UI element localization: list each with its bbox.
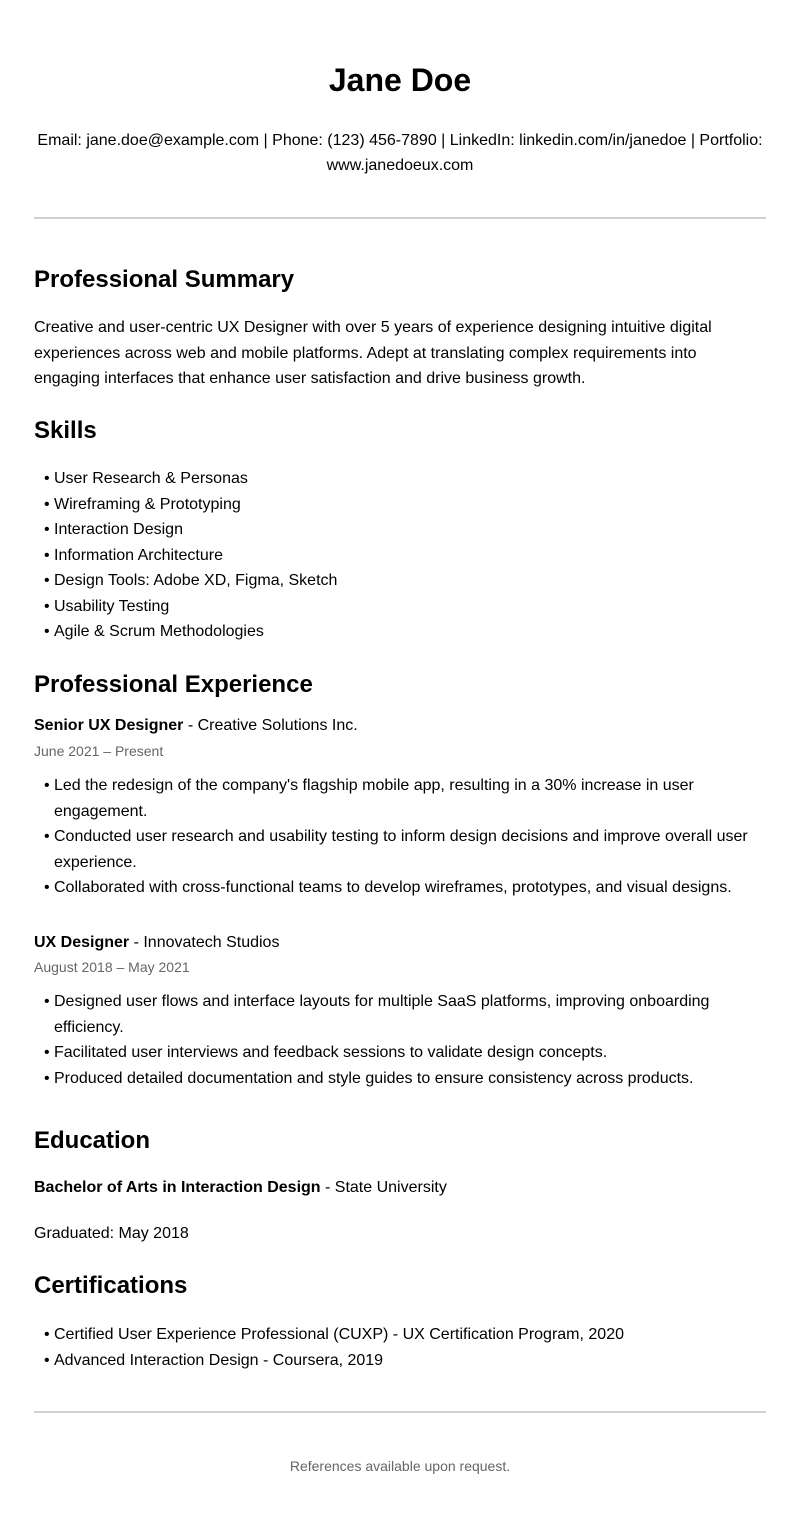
candidate-name: Jane Doe — [328, 62, 472, 98]
job-role: UX Designer — [34, 934, 130, 951]
job-bullet: • Led the redesign of the company's flagship mobile app, resulting in a 30% increase in user engagement. — [34, 773, 766, 824]
graduation-date: Graduated: May 2018 — [34, 1225, 189, 1242]
job-bullets — [34, 773, 766, 901]
job-company: - Creative Solutions Inc. — [183, 717, 358, 734]
skill-item: • Design Tools: Adobe XD, Figma, Sketch — [34, 568, 766, 594]
job-bullet: • Produced detailed documentation and style guides to ensure consistency across products. — [34, 1066, 766, 1092]
certifications-list — [34, 1322, 766, 1373]
contact-info — [34, 128, 766, 178]
job-bullet: • Conducted user research and usability testing to inform design decisions and improve overall user experience. — [34, 824, 766, 875]
footer-divider — [34, 1411, 766, 1413]
summary-text: Creative and user-centric UX Designer with over 5 years of experience designing intuitive digital experiences across web and mobile platforms. Adept at translating complex requirements into engaging interfaces that enhance user satisfaction and drive business growth. — [34, 319, 712, 387]
skill-item: • Usability Testing — [34, 594, 766, 620]
job-dates: August 2018 – May 2021 — [34, 959, 190, 975]
job-bullets — [34, 989, 766, 1091]
experience-heading: Professional Experience — [34, 671, 313, 698]
job-bullet: • Collaborated with cross-functional teams to develop wireframes, prototypes, and visual designs. — [34, 875, 766, 901]
certifications-heading: Certifications — [34, 1272, 188, 1299]
education-heading: Education — [34, 1127, 151, 1154]
skill-item: • User Research & Personas — [34, 466, 766, 492]
degree-name: Bachelor of Arts in Interaction Design — [34, 1179, 321, 1196]
skill-item: • Agile & Scrum Methodologies — [34, 619, 766, 645]
school-name: - State University — [320, 1179, 447, 1196]
skills-list — [34, 466, 766, 645]
job-title-line — [34, 715, 358, 737]
job-bullet: • Facilitated user interviews and feedback sessions to validate design concepts. — [34, 1040, 766, 1066]
degree-line — [34, 1177, 447, 1199]
job-role: Senior UX Designer — [34, 717, 184, 734]
skill-item: • Wireframing & Prototyping — [34, 492, 766, 518]
header-divider — [34, 217, 766, 219]
summary-heading: Professional Summary — [34, 266, 295, 293]
certification-item: • Certified User Experience Professional (CUXP) - UX Certification Program, 2020 — [34, 1322, 766, 1348]
job-dates: June 2021 – Present — [34, 743, 164, 759]
footer-note: References available upon request. — [289, 1458, 511, 1474]
job-bullet: • Designed user flows and interface layouts for multiple SaaS platforms, improving onboarding efficiency. — [34, 989, 766, 1040]
contact-line-1: Email: jane.doe@example.com | Phone: (123) 456-7890 | LinkedIn: linkedin.com/in/janedoe | Portfolio: — [37, 132, 763, 149]
job-title-line — [34, 932, 279, 954]
job-company: - Innovatech Studios — [129, 934, 280, 951]
skills-heading: Skills — [34, 417, 97, 444]
skill-item: • Information Architecture — [34, 543, 766, 569]
certification-item: • Advanced Interaction Design - Coursera, 2019 — [34, 1348, 766, 1374]
contact-line-2: www.janedoeux.com — [326, 157, 474, 174]
skill-item: • Interaction Design — [34, 517, 766, 543]
